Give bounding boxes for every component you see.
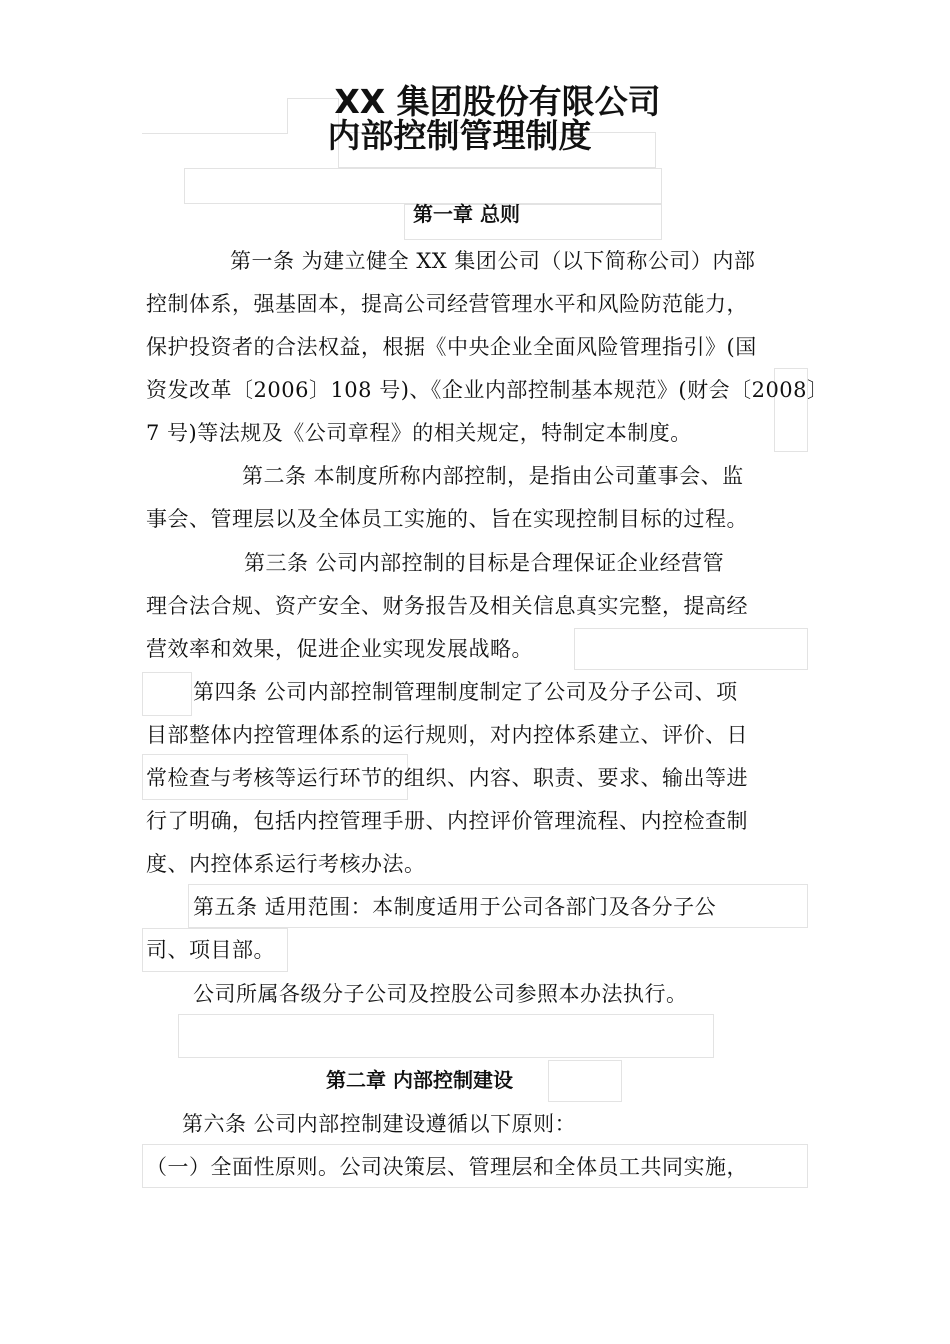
article-1-line: 第一条 为建立健全 XX 集团公司（以下简称公司）内部 [230,249,756,273]
article-1-line: 资发改革〔2006〕108 号)、《企业内部控制基本规范》(财会〔2008〕 [146,378,829,402]
article-5-line: 第五条 适用范围：本制度适用于公司各部门及各分子公 [193,895,717,919]
article-3-line: 营效率和效果，促进企业实现发展战略。 [146,637,533,661]
document-subtitle: 内部控制管理制度 [327,116,592,155]
document-title: XX 集团股份有限公司 [334,82,661,121]
article-4-line: 常检查与考核等运行环节的组织、内容、职责、要求、输出等进 [146,766,748,790]
frame-box [548,1060,622,1102]
article-5-line: 司、项目部。 [146,938,275,962]
article-3-line: 理合法合规、资产安全、财务报告及相关信息真实完整，提高经 [146,594,748,618]
chapter-heading: 第一章 总则 [413,202,520,226]
article-5-line: 公司所属各级分子公司及控股公司参照本办法执行。 [193,982,688,1006]
article-1-line: 保护投资者的合法权益，根据《中央企业全面风险管理指引》(国 [146,335,757,359]
article-6-line: （一）全面性原则。公司决策层、管理层和全体员工共同实施， [146,1155,748,1179]
article-4-line: 第四条 公司内部控制管理制度制定了公司及分子公司、项 [193,680,738,704]
article-2-line: 事会、管理层以及全体员工实施的、旨在实现控制目标的过程。 [146,507,748,531]
article-2-line: 第二条 本制度所称内部控制，是指由公司董事会、监 [242,464,744,488]
article-4-line: 目部整体内控管理体系的运行规则，对内控体系建立、评价、日 [146,723,748,747]
frame-box [574,628,808,670]
article-4-line: 行了明确，包括内控管理手册、内控评价管理流程、内控检查制 [146,809,748,833]
frame-box [184,168,662,204]
frame-box [178,1014,714,1058]
article-1-line: 7 号)等法规及《公司章程》的相关规定，特制定本制度。 [146,421,692,445]
article-6-line: 第六条 公司内部控制建设遵循以下原则： [182,1112,577,1136]
article-1-line: 控制体系，强基固本，提高公司经营管理水平和风险防范能力， [146,292,748,316]
article-4-line: 度、内控体系运行考核办法。 [146,852,426,876]
frame-box [142,672,192,716]
chapter-heading: 第二章 内部控制建设 [326,1068,513,1092]
article-3-line: 第三条 公司内部控制的目标是合理保证企业经营管 [244,551,725,575]
